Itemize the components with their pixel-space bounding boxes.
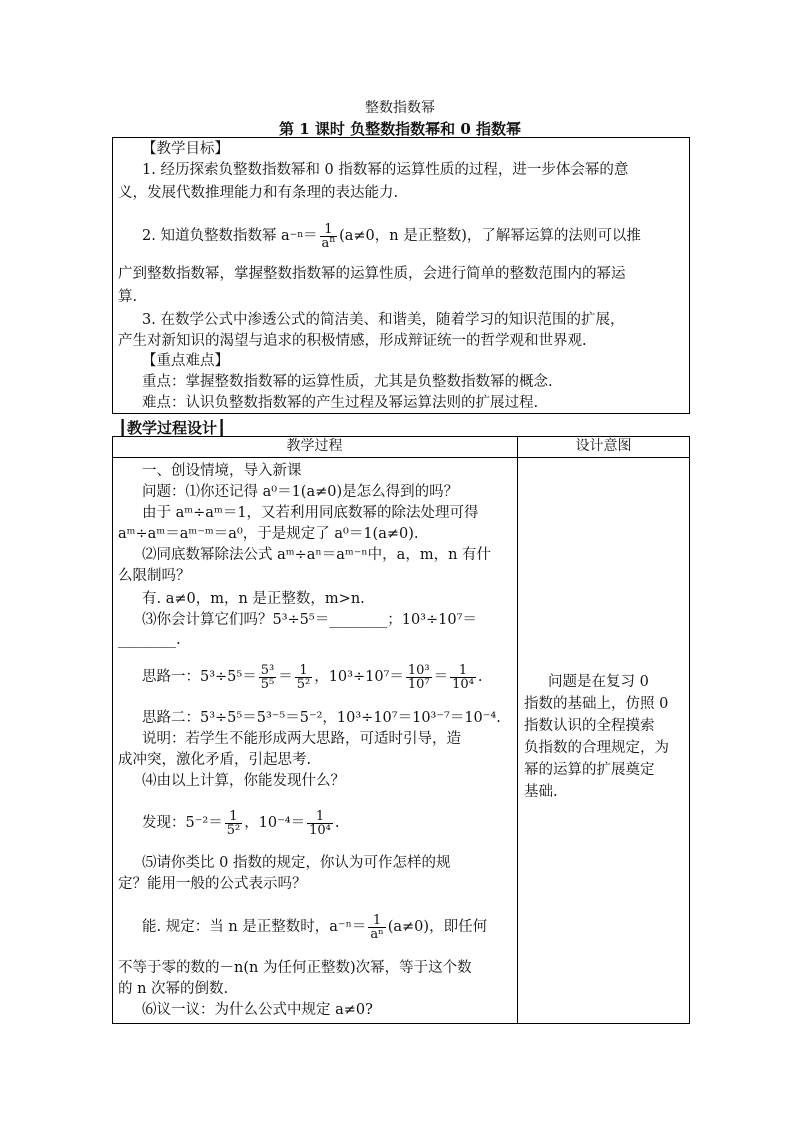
intent-line: 指数认识的全程摸索 — [524, 718, 655, 734]
process-section-label: ┃教学过程设计┃ — [118, 419, 227, 437]
fraction-denominator: 5⁵ — [260, 676, 275, 692]
unit-title: 整数指数幂 — [365, 100, 435, 116]
goals-heading: 【教学目标】 — [142, 141, 229, 157]
goal-3-line-1: 3. 在数学公式中渗透公式的简洁美、和谐美，随着学习的知识范围的扩展， — [142, 312, 625, 328]
goal-2-fraction — [320, 223, 338, 250]
intent-line: 幂的运算的扩展奠定 — [524, 762, 655, 778]
approach-one-end: . — [477, 669, 483, 685]
process-line: 有. a≠0，m，n 是正整数，m>n. — [142, 591, 365, 607]
process-line: 说明：若学生不能形成两大思路，可适时引导，造 — [142, 731, 461, 747]
process-line: ⑶你会计算它们吗？5³÷5⁵＝________；10³÷10⁷＝ — [142, 612, 477, 628]
approach-one-mid: ，10³÷10⁷＝ — [314, 669, 404, 685]
rule-label: 能. 规定：当 n 是正整数时，a⁻ⁿ＝ — [142, 919, 367, 935]
fraction — [368, 914, 385, 941]
fraction-denominator: 5² — [296, 676, 311, 692]
goal-3-line-2: 产生对新知识的渴望与追求的积极情感，形成辩证统一的哲学观和世界观. — [118, 333, 587, 349]
process-line: ⑵同底数幂除法公式 aᵐ÷aⁿ＝aᵐ⁻ⁿ中，a，m，n 有什 — [142, 547, 492, 563]
den-base: a — [321, 235, 330, 251]
intent-line: 负指数的合理规定，为 — [524, 740, 669, 756]
fraction-denominator: 10⁴ — [452, 676, 474, 692]
discovery-end: . — [334, 815, 340, 831]
fraction — [259, 664, 276, 691]
rule-line — [142, 910, 487, 944]
process-line: 问题：⑴你还记得 a⁰＝1(a≠0)是怎么得到的吗？ — [142, 484, 459, 500]
fraction-numerator: 1 — [229, 808, 238, 824]
fraction — [406, 664, 432, 691]
fraction — [295, 664, 312, 691]
intent-line: 问题是在复习 0 — [548, 674, 649, 690]
rule-end: (a≠0)，即任何 — [387, 919, 488, 935]
process-line: 由于 aᵐ÷aᵐ＝1，又若利用同底数幂的除法处理可得 — [142, 505, 479, 521]
process-line: 不等于零的数的－n(n 为任何正整数)次幂，等于这个数 — [118, 960, 472, 976]
fraction-numerator: 1 — [315, 808, 325, 824]
goal-1-line-2: 义，发展代数推理能力和有条理的表达能力. — [118, 185, 399, 201]
difficulty-point: 难点：认识负整数指数幂的产生过程及幂运算法则的扩展过程. — [142, 395, 539, 411]
goal-1-line-1: 1. 经历探索负整数指数幂和 0 指数幂的运算性质的过程，进一步体会幂的意 — [142, 162, 629, 178]
discovery-line — [142, 806, 339, 840]
goal-2-line-3: 算. — [118, 289, 138, 305]
fraction-denominator: 10⁷ — [407, 676, 430, 692]
fraction-denominator: aⁿ — [370, 926, 384, 942]
goal-2-suffix: (a≠0，n 是正整数)，了解幂运算的法则可以推 — [339, 228, 641, 244]
fraction-numerator: 1 — [299, 662, 308, 678]
den-exp: n — [329, 234, 336, 245]
intent-line: 基础. — [524, 784, 558, 800]
discovery-label: 发现：5⁻²＝ — [142, 815, 223, 831]
fraction-numerator: 1 — [372, 912, 382, 928]
fraction — [307, 810, 333, 837]
header-divider — [112, 457, 690, 458]
goal-2-line-1 — [142, 222, 641, 250]
intent-line: 指数的基础上，仿照 0 — [524, 696, 669, 712]
column-divider — [517, 436, 518, 1024]
fraction — [225, 810, 242, 837]
fraction-numerator: 5³ — [260, 662, 275, 678]
goal-2-line-2: 广到整数指数幂，掌握整数指数幂的运算性质，会进行简单的整数范围内的幂运 — [118, 266, 626, 282]
key-point: 重点：掌握整数指数幂的运算性质，尤其是负整数指数幂的概念. — [142, 374, 553, 390]
process-line: aᵐ÷aᵐ＝aᵐ⁻ᵐ＝a⁰，于是规定了 a⁰＝1(a≠0). — [118, 526, 419, 542]
discovery-mid: ，10⁻⁴＝ — [244, 815, 306, 831]
process-line: ________. — [118, 632, 181, 648]
column-header-intent: 设计意图 — [575, 438, 632, 454]
fraction-denominator: 5² — [226, 822, 241, 838]
process-line: 定？能用一般的公式表示吗？ — [118, 876, 307, 892]
goal-2-exp: −n — [289, 230, 304, 240]
process-line: ⑷由以上计算，你能发现什么？ — [142, 773, 345, 789]
goal-2-prefix: 2. 知道负整数指数幂 a — [142, 228, 290, 244]
approach-one-line: 思路一：5³÷5⁵＝ $\frac{\text{5³}}{\text{5⁵}}$ ＝ $\frac{1}{\text{5²}}$ ，10³÷10⁷＝ $\frac{\text{10³}}{\text{10⁷}}$ ＝ $\frac{1}{\text{10⁴}}$ . — [142, 662, 483, 692]
process-line: ⑹议一议：为什么公式中规定 a≠0? — [142, 1002, 373, 1018]
goal-2-eq: ＝ — [303, 228, 318, 244]
fraction-denominator: 10⁴ — [309, 822, 331, 838]
approach-one-label: 思路一：5³÷5⁵＝ — [142, 669, 257, 685]
fraction-numerator: 1 — [324, 221, 333, 237]
process-line: 的 n 次幂的倒数. — [118, 981, 229, 997]
fraction-numerator: 1 — [458, 662, 468, 678]
process-line: 一、创设情境，导入新课 — [142, 463, 302, 479]
fraction-numerator: 10³ — [407, 662, 430, 678]
process-line: 思路二：5³÷5⁵＝5³⁻⁵＝5⁻²，10³÷10⁷＝10³⁻⁷＝10⁻⁴. — [142, 710, 501, 726]
process-line: ⑸请你类比 0 指数的规定，你认为可作怎样的规 — [142, 855, 451, 871]
fraction — [450, 664, 476, 691]
lesson-title: 第 1 课时 负整数指数幂和 0 指数幂 — [279, 120, 521, 138]
process-line: 么限制吗？ — [118, 568, 191, 584]
process-line: 成冲突，激化矛盾，引起思考. — [118, 752, 312, 768]
key-points-heading: 【重点难点】 — [142, 353, 229, 369]
column-header-process: 教学过程 — [286, 438, 343, 454]
fraction-denominator — [320, 236, 338, 250]
